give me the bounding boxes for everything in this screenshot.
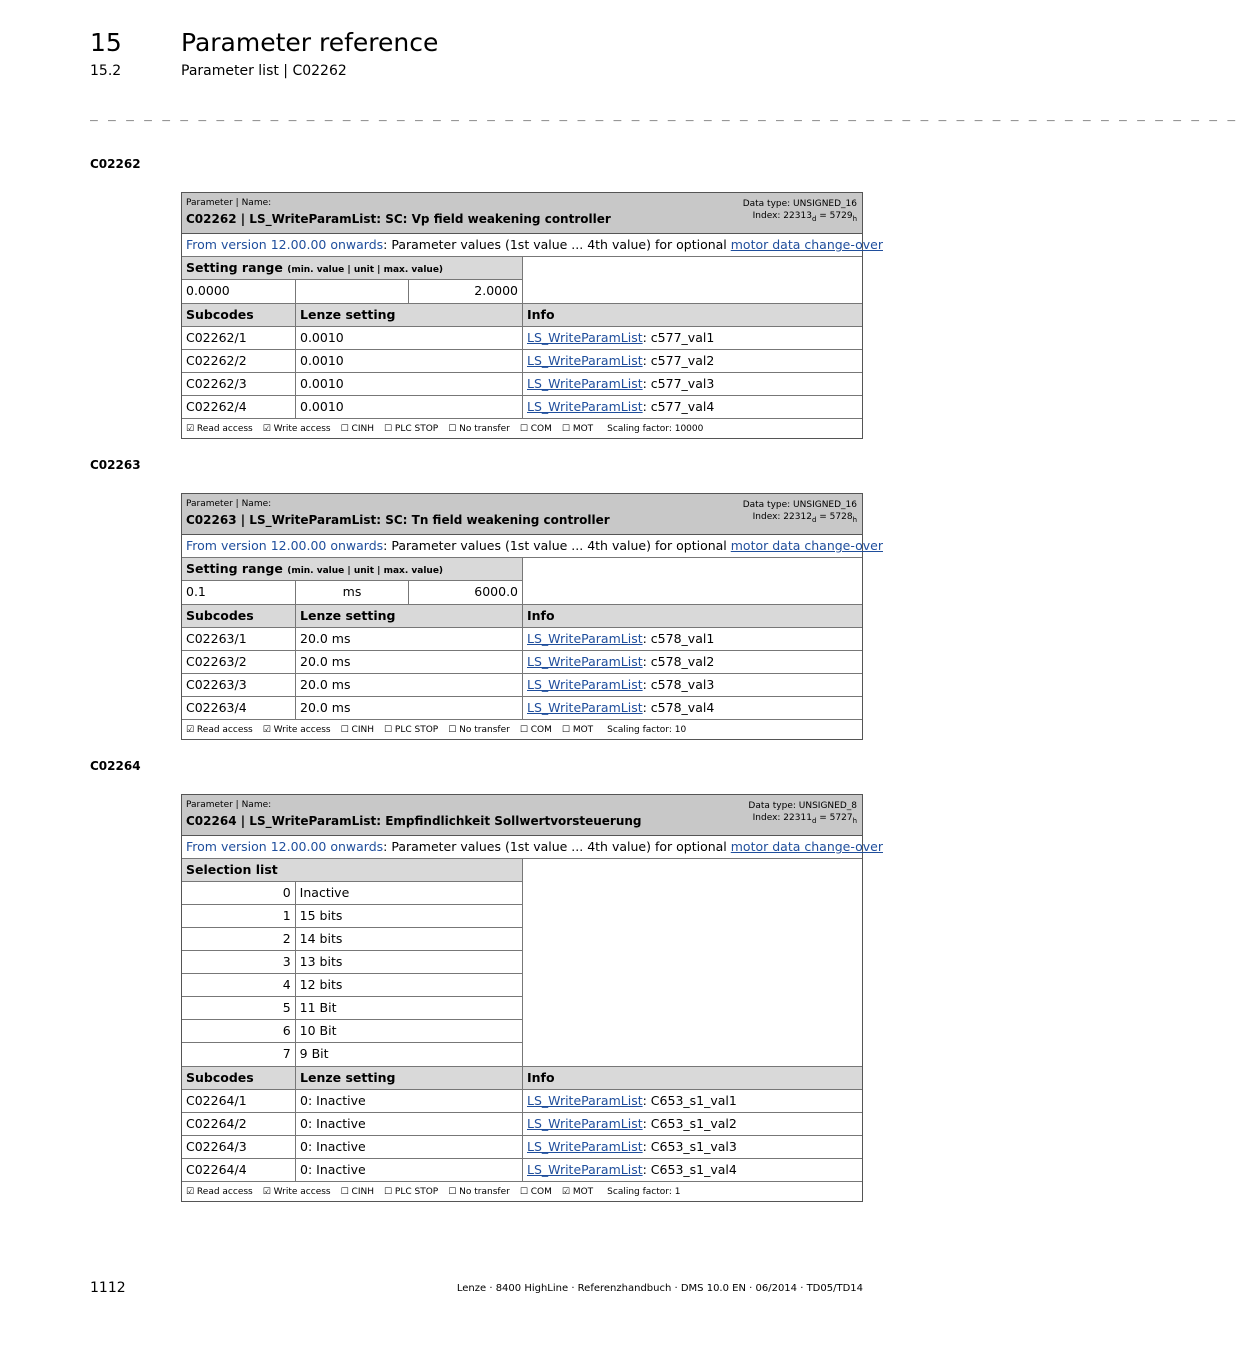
version-row	[182, 836, 883, 859]
ls-writeparamlist-link[interactable]: LS_WriteParamList	[527, 399, 643, 414]
access-flags: ☑ Read access ☑ Write access ☐ CINH ☐ PLC STOP ☐ No transfer ☐ COM ☐ MOT Scaling factor: 10	[186, 724, 687, 735]
table-row: C02262/1 0.0010 LS_WriteParamList: c577_val1	[182, 327, 862, 350]
ls-writeparamlist-link[interactable]: LS_WriteParamList	[527, 1093, 643, 1108]
selection-item: 7 9 Bit	[182, 1043, 522, 1066]
ls-writeparamlist-link[interactable]: LS_WriteParamList	[527, 1139, 643, 1154]
access-flags: ☑ Read access ☑ Write access ☐ CINH ☐ PLC STOP ☐ No transfer ☐ COM ☑ MOT Scaling factor: 1	[186, 1186, 681, 1197]
setting-range-block	[182, 558, 862, 605]
ls-writeparamlist-link[interactable]: LS_WriteParamList	[527, 330, 643, 345]
param-table-c02263	[181, 493, 883, 740]
range-unit	[296, 280, 410, 303]
param-title: C02264 | LS_WriteParamList: Empfindlichkeit Sollwertvorsteuerung	[186, 814, 642, 828]
access-flags: ☑ Read access ☑ Write access ☐ CINH ☐ PLC STOP ☐ No transfer ☐ COM ☐ MOT Scaling factor: 10000	[186, 423, 704, 434]
range-min: 0.0000	[182, 280, 296, 303]
param-index: Index: $22313_d = 5729_h$	[752, 211, 857, 223]
param-name-label: Parameter | Name:	[186, 198, 272, 208]
version-note: From version 12.00.00 onwards: Parameter values (1st value ... 4th value) for optional motor data change-over	[186, 839, 883, 854]
section-number: 15.2	[90, 63, 122, 79]
param-title: C02263 | LS_WriteParamList: SC: Tn field weakening controller	[186, 513, 610, 527]
motor-data-link[interactable]: motor data change-over	[730, 538, 883, 553]
setting-range-block	[182, 257, 862, 304]
selection-item: 1 15 bits	[182, 905, 522, 928]
subcodes-header: Subcodes Lenze setting Info	[182, 605, 862, 628]
setting-range-values	[182, 581, 522, 604]
table-row: C02263/2 20.0 ms LS_WriteParamList: c578_val2	[182, 651, 862, 674]
ls-writeparamlist-link[interactable]: LS_WriteParamList	[527, 700, 643, 715]
version-row	[182, 234, 883, 257]
range-unit: ms	[296, 581, 410, 604]
table-row: C02264/3 0: Inactive LS_WriteParamList: C653_s1_val3	[182, 1136, 862, 1159]
param-header	[182, 193, 862, 234]
selection-list-block	[182, 859, 862, 1067]
param-name-label: Parameter | Name:	[186, 800, 272, 810]
document-info: Lenze · 8400 HighLine · Referenzhandbuch · DMS 10.0 EN · 06/2014 · TD05/TD14	[456, 1283, 863, 1294]
version-link[interactable]: From version 12.00.00 onwards	[186, 237, 384, 252]
subcodes-header: Subcodes Lenze setting Info	[182, 1067, 862, 1090]
selection-item: 5 11 Bit	[182, 997, 522, 1020]
selection-item: 2 14 bits	[182, 928, 522, 951]
version-row	[182, 535, 883, 558]
version-link[interactable]: From version 12.00.00 onwards	[186, 839, 384, 854]
table-row: C02262/4 0.0010 LS_WriteParamList: c577_val4	[182, 396, 862, 419]
selection-list-header: Selection list	[182, 859, 522, 882]
version-link[interactable]: From version 12.00.00 onwards	[186, 538, 384, 553]
data-type-info	[743, 198, 857, 225]
separator-line: _ _ _ _ _ _ _ _ _ _ _ _ _ _ _ _ _ _ _ _ _ _ _ _ _ _ _ _ _ _ _ _ _ _ _ _ _ _ _ _ _ _ _ _ _ _ _ _ _ _ _ _ _ _ _ _ _ _ _ _ _ _ _ _	[90, 107, 1236, 122]
table-row: C02263/3 20.0 ms LS_WriteParamList: c578_val3	[182, 674, 862, 697]
setting-range-header: Setting range (min. value | unit | max. value)	[182, 257, 522, 280]
ls-writeparamlist-link[interactable]: LS_WriteParamList	[527, 1116, 643, 1131]
selection-item: 0 Inactive	[182, 882, 522, 905]
table-row: C02264/4 0: Inactive LS_WriteParamList: C653_s1_val4	[182, 1159, 862, 1182]
param-index: Index: $22311_d = 5727_h$	[752, 813, 857, 825]
ls-writeparamlist-link[interactable]: LS_WriteParamList	[527, 654, 643, 669]
ls-writeparamlist-link[interactable]: LS_WriteParamList	[527, 353, 643, 368]
setting-range-header: Setting range (min. value | unit | max. value)	[182, 558, 522, 581]
param-title: C02262 | LS_WriteParamList: SC: Vp field weakening controller	[186, 212, 611, 226]
selection-item: 6 10 Bit	[182, 1020, 522, 1043]
range-min: 0.1	[182, 581, 296, 604]
table-row: C02264/1 0: Inactive LS_WriteParamList: C653_s1_val1	[182, 1090, 862, 1113]
table-row: C02262/3 0.0010 LS_WriteParamList: c577_val3	[182, 373, 862, 396]
page-number: 1112	[90, 1280, 126, 1296]
selection-item: 4 12 bits	[182, 974, 522, 997]
table-row: C02264/2 0: Inactive LS_WriteParamList: C653_s1_val2	[182, 1113, 862, 1136]
range-max: 6000.0	[474, 584, 519, 599]
param-table-c02262	[181, 192, 883, 439]
param-index: Index: $22312_d = 5728_h$	[752, 512, 857, 524]
table-row: C02262/2 0.0010 LS_WriteParamList: c577_val2	[182, 350, 862, 373]
setting-range-values	[182, 280, 522, 303]
data-type-info	[748, 800, 857, 827]
param-header	[182, 494, 862, 535]
chapter-number: 15	[90, 28, 122, 57]
table-row: C02263/4 20.0 ms LS_WriteParamList: c578_val4	[182, 697, 862, 720]
param-label-c02263: C02263	[90, 458, 141, 472]
subcodes-header: Subcodes Lenze setting Info	[182, 304, 862, 327]
ls-writeparamlist-link[interactable]: LS_WriteParamList	[527, 677, 643, 692]
data-type: Data type: UNSIGNED_16	[742, 199, 857, 209]
ls-writeparamlist-link[interactable]: LS_WriteParamList	[527, 631, 643, 646]
scaling-factor: Scaling factor: 10	[607, 724, 687, 735]
range-max: 2.0000	[474, 283, 519, 298]
ls-writeparamlist-link[interactable]: LS_WriteParamList	[527, 376, 643, 391]
param-header	[182, 795, 862, 836]
param-label-c02264: C02264	[90, 759, 141, 773]
param-name-label: Parameter | Name:	[186, 499, 272, 509]
table-row: C02263/1 20.0 ms LS_WriteParamList: c578_val1	[182, 628, 862, 651]
version-note: From version 12.00.00 onwards: Parameter values (1st value ... 4th value) for optional motor data change-over	[186, 237, 883, 252]
param-label-c02262: C02262	[90, 157, 141, 171]
selection-item: 3 13 bits	[182, 951, 522, 974]
motor-data-link[interactable]: motor data change-over	[730, 237, 883, 252]
param-table-c02264	[181, 794, 883, 1202]
section-title: Parameter list | C02262	[181, 63, 347, 79]
ls-writeparamlist-link[interactable]: LS_WriteParamList	[527, 1162, 643, 1177]
data-type: Data type: UNSIGNED_16	[742, 500, 857, 510]
data-type: Data type: UNSIGNED_8	[748, 801, 857, 811]
scaling-factor: Scaling factor: 1	[607, 1186, 681, 1197]
scaling-factor: Scaling factor: 10000	[607, 423, 704, 434]
version-note: From version 12.00.00 onwards: Parameter values (1st value ... 4th value) for optional motor data change-over	[186, 538, 883, 553]
data-type-info	[743, 499, 857, 526]
motor-data-link[interactable]: motor data change-over	[730, 839, 883, 854]
chapter-title: Parameter reference	[181, 28, 439, 57]
